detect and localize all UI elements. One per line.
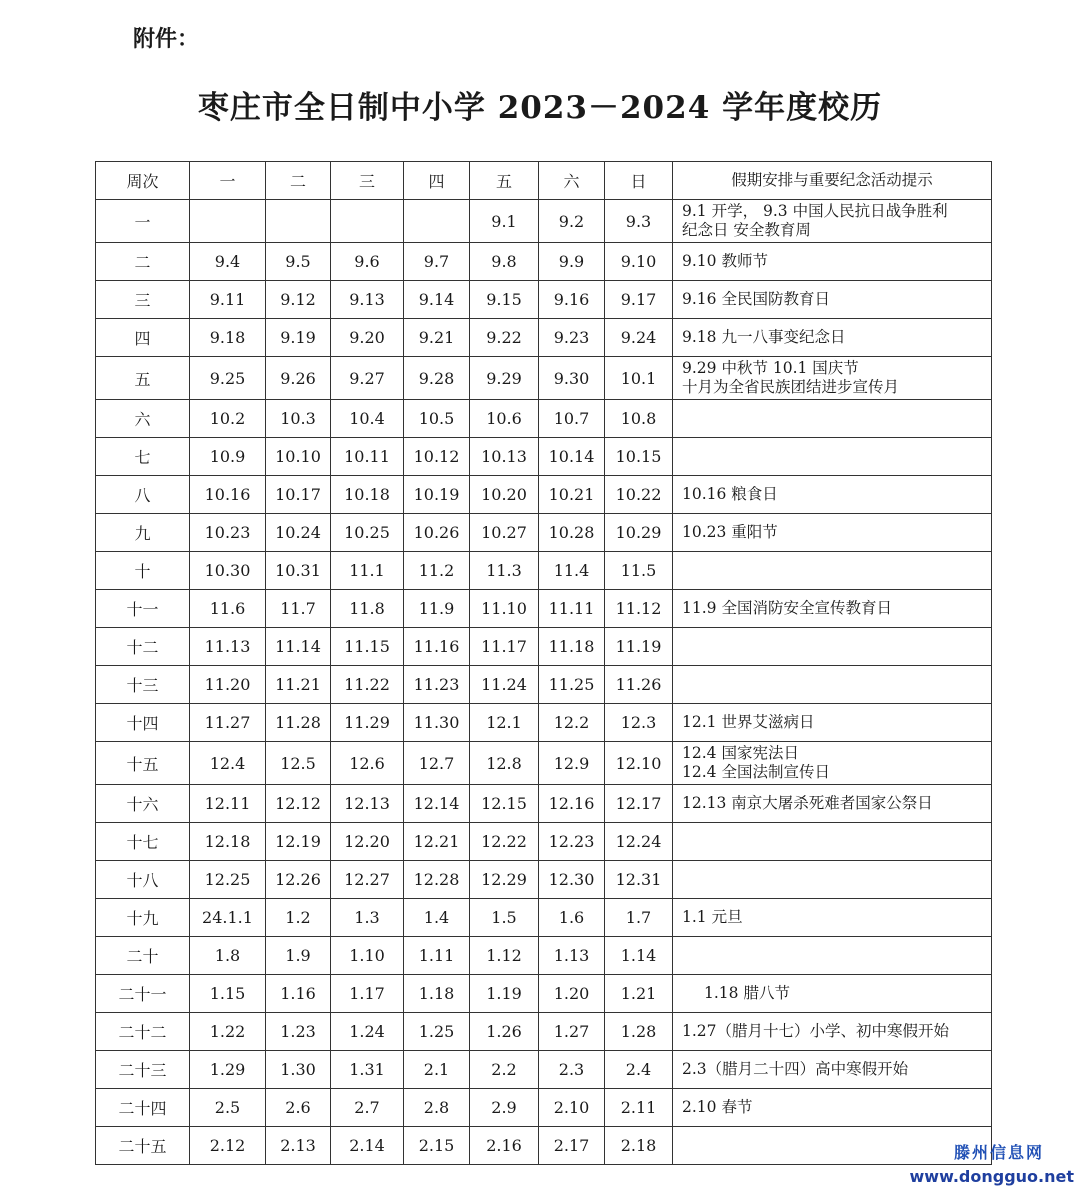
date-cell: 11.30 [404, 704, 470, 742]
date-cell: 11.4 [539, 552, 605, 590]
date-cell: 1.12 [470, 937, 539, 975]
date-cell: 11.18 [539, 628, 605, 666]
date-cell: 2.11 [605, 1089, 673, 1127]
note-line: 9.18 九一八事变纪念日 [682, 328, 846, 346]
calendar-row [96, 476, 992, 514]
week-number: 二十 [96, 937, 190, 975]
header-mon: 一 [190, 162, 266, 200]
date-cell: 1.9 [266, 937, 331, 975]
date-cell: 2.13 [266, 1127, 331, 1165]
date-cell: 11.27 [190, 704, 266, 742]
header-wed: 三 [331, 162, 404, 200]
date-cell: 1.6 [539, 899, 605, 937]
date-cell: 1.10 [331, 937, 404, 975]
week-number: 二十一 [96, 975, 190, 1013]
notes-cell [673, 281, 992, 319]
note-line: 12.4 国家宪法日 [682, 744, 799, 762]
date-cell: 12.30 [539, 861, 605, 899]
date-cell [404, 200, 470, 243]
date-cell: 1.19 [470, 975, 539, 1013]
date-cell: 2.6 [266, 1089, 331, 1127]
header-thu: 四 [404, 162, 470, 200]
date-cell: 10.17 [266, 476, 331, 514]
notes-cell [673, 590, 992, 628]
calendar-row [96, 357, 992, 400]
date-cell: 12.15 [470, 785, 539, 823]
week-number: 三 [96, 281, 190, 319]
calendar-row [96, 514, 992, 552]
date-cell: 9.22 [470, 319, 539, 357]
calendar-row [96, 628, 992, 666]
note-line: 1.27（腊月十七）小学、初中寒假开始 [682, 1022, 950, 1040]
date-cell: 12.7 [404, 742, 470, 785]
calendar-row [96, 975, 992, 1013]
date-cell: 2.7 [331, 1089, 404, 1127]
week-number: 十三 [96, 666, 190, 704]
date-cell: 10.21 [539, 476, 605, 514]
header-sun: 日 [605, 162, 673, 200]
notes-cell [673, 438, 992, 476]
date-cell: 1.18 [404, 975, 470, 1013]
date-cell: 1.16 [266, 975, 331, 1013]
notes-cell [673, 1013, 992, 1051]
header-week: 周次 [96, 162, 190, 200]
week-number: 九 [96, 514, 190, 552]
note-line: 十月为全省民族团结进步宣传月 [682, 378, 900, 396]
calendar-row [96, 704, 992, 742]
date-cell: 12.25 [190, 861, 266, 899]
note-line: 1.1 元旦 [682, 908, 743, 926]
date-cell: 12.2 [539, 704, 605, 742]
date-cell: 12.19 [266, 823, 331, 861]
date-cell: 10.15 [605, 438, 673, 476]
week-number: 二 [96, 243, 190, 281]
notes-cell [673, 937, 992, 975]
date-cell: 9.24 [605, 319, 673, 357]
notes-cell [673, 319, 992, 357]
date-cell: 12.8 [470, 742, 539, 785]
date-cell: 1.8 [190, 937, 266, 975]
date-cell: 1.25 [404, 1013, 470, 1051]
date-cell: 1.2 [266, 899, 331, 937]
date-cell: 10.28 [539, 514, 605, 552]
note-line: 9.29 中秋节 10.1 国庆节 [682, 359, 859, 377]
date-cell: 1.13 [539, 937, 605, 975]
date-cell: 10.14 [539, 438, 605, 476]
date-cell: 10.24 [266, 514, 331, 552]
date-cell: 1.11 [404, 937, 470, 975]
note-line: 12.13 南京大屠杀死难者国家公祭日 [682, 794, 933, 812]
notes-cell [673, 357, 992, 400]
date-cell: 10.26 [404, 514, 470, 552]
week-number: 十八 [96, 861, 190, 899]
notes-cell [673, 666, 992, 704]
header-row [96, 162, 992, 200]
date-cell: 10.13 [470, 438, 539, 476]
calendar-row [96, 400, 992, 438]
note-line: 9.1 开学， 9.3 中国人民抗日战争胜利 [682, 202, 948, 220]
date-cell: 9.13 [331, 281, 404, 319]
date-cell: 9.12 [266, 281, 331, 319]
date-cell: 12.26 [266, 861, 331, 899]
date-cell: 12.31 [605, 861, 673, 899]
date-cell: 12.12 [266, 785, 331, 823]
date-cell: 11.3 [470, 552, 539, 590]
notes-cell [673, 899, 992, 937]
date-cell: 11.1 [331, 552, 404, 590]
date-cell: 11.20 [190, 666, 266, 704]
date-cell: 1.23 [266, 1013, 331, 1051]
date-cell: 10.11 [331, 438, 404, 476]
date-cell: 9.8 [470, 243, 539, 281]
date-cell: 2.9 [470, 1089, 539, 1127]
date-cell: 11.23 [404, 666, 470, 704]
watermark-url: www.dongguo.net [909, 1167, 1074, 1186]
date-cell: 11.19 [605, 628, 673, 666]
date-cell: 12.13 [331, 785, 404, 823]
date-cell: 9.25 [190, 357, 266, 400]
date-cell: 9.23 [539, 319, 605, 357]
header-fri: 五 [470, 162, 539, 200]
date-cell: 10.7 [539, 400, 605, 438]
watermark-site-name: 滕州信息网 [953, 1143, 1044, 1162]
date-cell: 2.2 [470, 1051, 539, 1089]
date-cell: 11.14 [266, 628, 331, 666]
date-cell: 11.7 [266, 590, 331, 628]
note-line: 2.3（腊月二十四）高中寒假开始 [682, 1060, 909, 1078]
date-cell: 12.29 [470, 861, 539, 899]
date-cell: 1.29 [190, 1051, 266, 1089]
note-line: 10.16 粮食日 [682, 485, 778, 503]
calendar-row [96, 1051, 992, 1089]
date-cell: 10.19 [404, 476, 470, 514]
notes-cell [673, 861, 992, 899]
date-cell: 10.27 [470, 514, 539, 552]
date-cell: 9.3 [605, 200, 673, 243]
date-cell: 9.15 [470, 281, 539, 319]
date-cell: 2.3 [539, 1051, 605, 1089]
date-cell: 12.17 [605, 785, 673, 823]
note-line: 9.16 全民国防教育日 [682, 290, 830, 308]
date-cell: 9.20 [331, 319, 404, 357]
calendar-row [96, 438, 992, 476]
date-cell: 1.31 [331, 1051, 404, 1089]
week-number: 十二 [96, 628, 190, 666]
date-cell: 11.13 [190, 628, 266, 666]
week-number: 十四 [96, 704, 190, 742]
date-cell: 2.4 [605, 1051, 673, 1089]
calendar-row [96, 861, 992, 899]
week-number: 二十四 [96, 1089, 190, 1127]
week-number: 一 [96, 200, 190, 243]
notes-cell [673, 742, 992, 785]
date-cell: 11.22 [331, 666, 404, 704]
calendar-row [96, 1089, 992, 1127]
date-cell: 10.2 [190, 400, 266, 438]
notes-cell [673, 400, 992, 438]
date-cell: 12.10 [605, 742, 673, 785]
date-cell: 9.4 [190, 243, 266, 281]
date-cell: 2.5 [190, 1089, 266, 1127]
date-cell: 1.21 [605, 975, 673, 1013]
page-title: 枣庄市全日制中小学 2023－2024 学年度校历 [197, 90, 883, 126]
week-number: 十九 [96, 899, 190, 937]
date-cell: 2.18 [605, 1127, 673, 1165]
note-line: 1.18 腊八节 [704, 984, 790, 1002]
date-cell: 10.16 [190, 476, 266, 514]
notes-cell [673, 243, 992, 281]
date-cell: 1.27 [539, 1013, 605, 1051]
date-cell: 9.16 [539, 281, 605, 319]
date-cell: 11.26 [605, 666, 673, 704]
calendar-row [96, 742, 992, 785]
notes-cell [673, 1089, 992, 1127]
date-cell: 9.6 [331, 243, 404, 281]
date-cell: 1.17 [331, 975, 404, 1013]
notes-cell [673, 823, 992, 861]
date-cell: 10.4 [331, 400, 404, 438]
date-cell: 1.30 [266, 1051, 331, 1089]
date-cell: 10.6 [470, 400, 539, 438]
date-cell: 9.14 [404, 281, 470, 319]
date-cell: 10.10 [266, 438, 331, 476]
date-cell: 12.14 [404, 785, 470, 823]
date-cell: 1.20 [539, 975, 605, 1013]
calendar-row [96, 200, 992, 243]
date-cell: 9.7 [404, 243, 470, 281]
date-cell: 11.5 [605, 552, 673, 590]
date-cell: 11.15 [331, 628, 404, 666]
calendar-row [96, 1013, 992, 1051]
date-cell: 12.23 [539, 823, 605, 861]
calendar-row [96, 823, 992, 861]
date-cell: 10.12 [404, 438, 470, 476]
date-cell: 12.5 [266, 742, 331, 785]
date-cell [266, 200, 331, 243]
header-tue: 二 [266, 162, 331, 200]
date-cell: 1.15 [190, 975, 266, 1013]
date-cell: 12.21 [404, 823, 470, 861]
note-line: 纪念日 安全教育周 [682, 221, 811, 239]
date-cell: 11.6 [190, 590, 266, 628]
calendar-body [96, 200, 992, 1165]
date-cell: 12.9 [539, 742, 605, 785]
date-cell: 12.4 [190, 742, 266, 785]
date-cell: 11.2 [404, 552, 470, 590]
date-cell: 11.16 [404, 628, 470, 666]
calendar-row [96, 785, 992, 823]
date-cell: 24.1.1 [190, 899, 266, 937]
date-cell: 9.28 [404, 357, 470, 400]
date-cell: 10.22 [605, 476, 673, 514]
notes-cell [673, 200, 992, 243]
date-cell: 9.29 [470, 357, 539, 400]
date-cell: 9.11 [190, 281, 266, 319]
date-cell: 11.29 [331, 704, 404, 742]
watermark [910, 1140, 1075, 1186]
week-number: 十七 [96, 823, 190, 861]
date-cell: 10.5 [404, 400, 470, 438]
week-number: 六 [96, 400, 190, 438]
date-cell: 11.21 [266, 666, 331, 704]
date-cell: 2.17 [539, 1127, 605, 1165]
date-cell: 1.7 [605, 899, 673, 937]
week-number: 十 [96, 552, 190, 590]
date-cell: 10.23 [190, 514, 266, 552]
date-cell: 9.21 [404, 319, 470, 357]
note-line: 2.10 春节 [682, 1098, 753, 1116]
calendar-row [96, 666, 992, 704]
date-cell: 1.5 [470, 899, 539, 937]
week-number: 十五 [96, 742, 190, 785]
notes-cell [673, 785, 992, 823]
date-cell: 1.4 [404, 899, 470, 937]
date-cell: 10.20 [470, 476, 539, 514]
school-calendar-table [95, 161, 992, 1165]
date-cell: 9.17 [605, 281, 673, 319]
calendar-row [96, 243, 992, 281]
week-number: 十一 [96, 590, 190, 628]
calendar-row [96, 590, 992, 628]
date-cell: 12.1 [470, 704, 539, 742]
week-number: 二十三 [96, 1051, 190, 1089]
date-cell: 10.1 [605, 357, 673, 400]
note-line: 11.9 全国消防安全宣传教育日 [682, 599, 892, 617]
date-cell: 12.3 [605, 704, 673, 742]
date-cell: 12.6 [331, 742, 404, 785]
date-cell: 9.30 [539, 357, 605, 400]
notes-cell [673, 552, 992, 590]
date-cell: 11.8 [331, 590, 404, 628]
date-cell: 1.28 [605, 1013, 673, 1051]
date-cell: 9.18 [190, 319, 266, 357]
date-cell: 12.11 [190, 785, 266, 823]
date-cell: 9.1 [470, 200, 539, 243]
week-number: 二十五 [96, 1127, 190, 1165]
date-cell: 1.26 [470, 1013, 539, 1051]
notes-cell [673, 1051, 992, 1089]
date-cell: 1.22 [190, 1013, 266, 1051]
date-cell: 12.16 [539, 785, 605, 823]
date-cell: 1.24 [331, 1013, 404, 1051]
week-number: 二十二 [96, 1013, 190, 1051]
date-cell [331, 200, 404, 243]
note-line: 12.1 世界艾滋病日 [682, 713, 815, 731]
date-cell: 2.14 [331, 1127, 404, 1165]
week-number: 四 [96, 319, 190, 357]
date-cell: 10.8 [605, 400, 673, 438]
date-cell: 12.27 [331, 861, 404, 899]
calendar-row [96, 937, 992, 975]
date-cell: 2.12 [190, 1127, 266, 1165]
date-cell: 10.25 [331, 514, 404, 552]
week-number: 十六 [96, 785, 190, 823]
date-cell: 10.3 [266, 400, 331, 438]
notes-cell [673, 476, 992, 514]
date-cell: 1.14 [605, 937, 673, 975]
header-sat: 六 [539, 162, 605, 200]
notes-cell [673, 975, 992, 1013]
date-cell: 9.10 [605, 243, 673, 281]
date-cell: 11.9 [404, 590, 470, 628]
calendar-row [96, 899, 992, 937]
date-cell: 9.27 [331, 357, 404, 400]
notes-cell [673, 514, 992, 552]
date-cell: 11.25 [539, 666, 605, 704]
calendar-row [96, 552, 992, 590]
date-cell: 9.5 [266, 243, 331, 281]
date-cell: 2.8 [404, 1089, 470, 1127]
date-cell: 11.17 [470, 628, 539, 666]
date-cell: 12.20 [331, 823, 404, 861]
attachment-label: 附件： [133, 27, 200, 52]
date-cell: 12.18 [190, 823, 266, 861]
date-cell: 10.30 [190, 552, 266, 590]
date-cell: 12.28 [404, 861, 470, 899]
date-cell [190, 200, 266, 243]
date-cell: 11.12 [605, 590, 673, 628]
date-cell: 11.28 [266, 704, 331, 742]
date-cell: 11.24 [470, 666, 539, 704]
date-cell: 2.1 [404, 1051, 470, 1089]
date-cell: 10.29 [605, 514, 673, 552]
date-cell: 12.24 [605, 823, 673, 861]
date-cell: 11.10 [470, 590, 539, 628]
date-cell: 10.18 [331, 476, 404, 514]
date-cell: 12.22 [470, 823, 539, 861]
date-cell: 9.9 [539, 243, 605, 281]
note-line: 10.23 重阳节 [682, 523, 778, 541]
calendar-row [96, 319, 992, 357]
notes-cell [673, 704, 992, 742]
date-cell: 10.9 [190, 438, 266, 476]
date-cell: 9.26 [266, 357, 331, 400]
date-cell: 2.15 [404, 1127, 470, 1165]
week-number: 八 [96, 476, 190, 514]
notes-cell [673, 628, 992, 666]
date-cell: 2.16 [470, 1127, 539, 1165]
note-line: 9.10 教师节 [682, 252, 768, 270]
note-line: 12.4 全国法制宣传日 [682, 763, 830, 781]
header-notes: 假期安排与重要纪念活动提示 [673, 162, 992, 200]
week-number: 五 [96, 357, 190, 400]
date-cell: 11.11 [539, 590, 605, 628]
date-cell: 10.31 [266, 552, 331, 590]
date-cell: 9.2 [539, 200, 605, 243]
calendar-row [96, 281, 992, 319]
date-cell: 1.3 [331, 899, 404, 937]
date-cell: 9.19 [266, 319, 331, 357]
week-number: 七 [96, 438, 190, 476]
date-cell: 2.10 [539, 1089, 605, 1127]
calendar-row [96, 1127, 992, 1165]
